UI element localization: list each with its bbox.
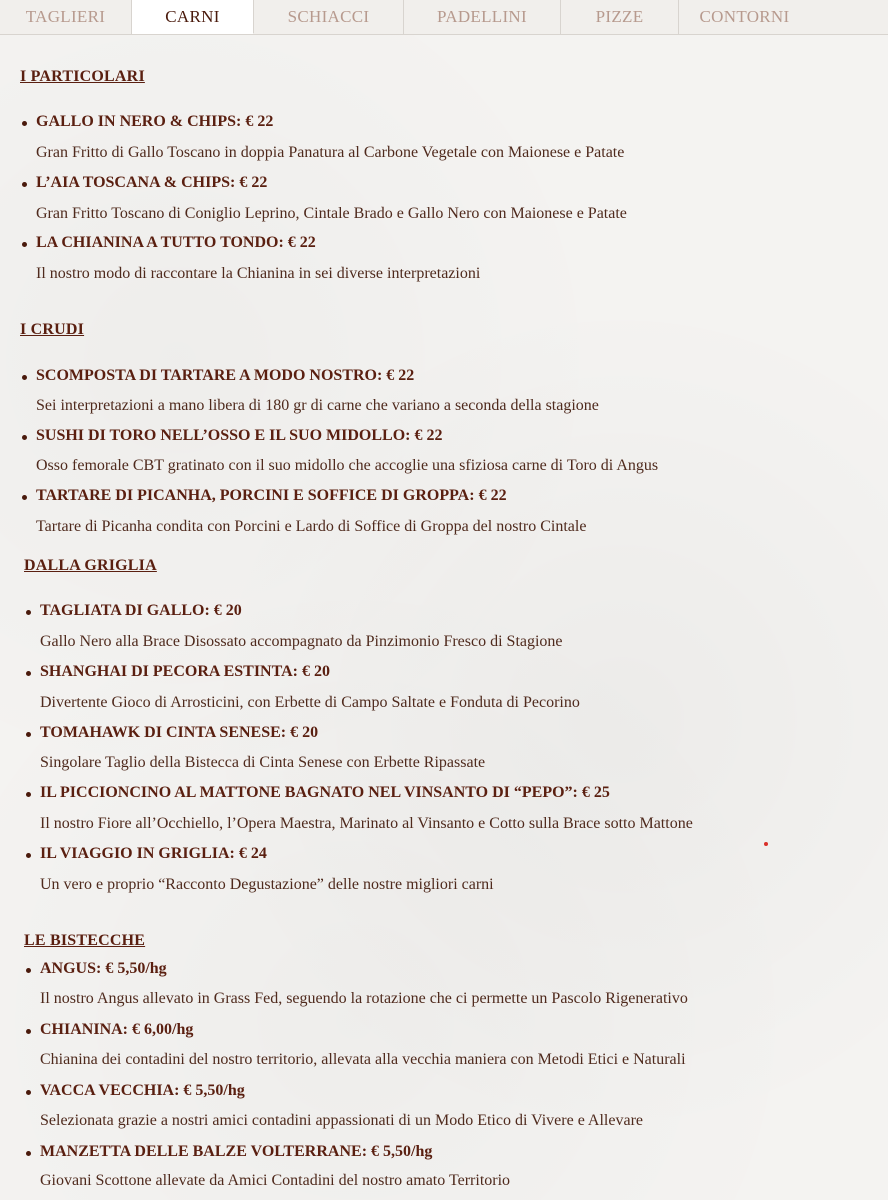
bullet-icon: [26, 671, 31, 676]
tab-carni[interactable]: CARNI: [132, 0, 254, 34]
tab-padellini[interactable]: PADELLINI: [404, 0, 561, 34]
tab-schiacci[interactable]: SCHIACCI: [254, 0, 404, 34]
red-dot-mark: [764, 842, 768, 846]
item-name: SHANGHAI DI PECORA ESTINTA: € 20: [40, 663, 330, 680]
item-name: GALLO IN NERO & CHIPS: € 22: [36, 113, 274, 130]
bullet-icon: [26, 1151, 31, 1156]
bullet-icon: [26, 1029, 31, 1034]
item-description: Divertente Gioco di Arrosticini, con Erbette di Campo Saltate e Fonduta di Pecorino: [40, 694, 580, 711]
item-name: TAGLIATA DI GALLO: € 20: [40, 602, 242, 619]
bullet-icon: [22, 495, 27, 500]
item-name: SUSHI DI TORO NELL’OSSO E IL SUO MIDOLLO: € 22: [36, 427, 443, 444]
section-title: I CRUDI: [20, 321, 85, 338]
section-title: DALLA GRIGLIA: [24, 557, 157, 574]
item-name: ANGUS: € 5,50/hg: [40, 960, 167, 977]
item-name: IL VIAGGIO IN GRIGLIA: € 24: [40, 845, 267, 862]
item-description: Sei interpretazioni a mano libera di 180 gr di carne che variano a seconda della stagione: [36, 397, 599, 414]
item-name: TOMAHAWK DI CINTA SENESE: € 20: [40, 724, 319, 741]
item-description: Il nostro Fiore all’Occhiello, l’Opera Maestra, Marinato al Vinsanto e Cotto sulla Brace sotto Mattone: [40, 815, 693, 832]
item-name: LA CHIANINA A TUTTO TONDO: € 22: [36, 234, 316, 251]
item-description: Il nostro modo di raccontare la Chianina in sei diverse interpretazioni: [36, 265, 481, 282]
item-description: Gran Fritto di Gallo Toscano in doppia Panatura al Carbone Vegetale con Maionese e Patate: [36, 144, 625, 161]
item-description: Un vero e proprio “Racconto Degustazione” delle nostre migliori carni: [40, 876, 494, 893]
tab-contorni[interactable]: CONTORNI: [699, 7, 790, 26]
item-description: Chianina dei contadini del nostro territorio, allevata alla vecchia maniera con Metodi Etici e Naturali: [40, 1051, 686, 1068]
item-name: MANZETTA DELLE BALZE VOLTERRANE: € 5,50/hg: [40, 1143, 433, 1160]
bullet-icon: [26, 610, 31, 615]
bullet-icon: [26, 1090, 31, 1095]
section-title: I PARTICOLARI: [20, 68, 145, 85]
bullet-icon: [26, 732, 31, 737]
bullet-icon: [22, 121, 27, 126]
item-name: L’AIA TOSCANA & CHIPS: € 22: [36, 174, 268, 191]
item-description: Gran Fritto Toscano di Coniglio Leprino, Cintale Brado e Gallo Nero con Maionese e Patate: [36, 205, 627, 222]
bullet-icon: [22, 242, 27, 247]
tab-taglieri[interactable]: TAGLIERI: [0, 0, 132, 34]
item-name: VACCA VECCHIA: € 5,50/hg: [40, 1082, 245, 1099]
bullet-icon: [26, 968, 31, 973]
item-description: Singolare Taglio della Bistecca di Cinta Senese con Erbette Ripassate: [40, 754, 486, 771]
item-description: Gallo Nero alla Brace Disossato accompagnato da Pinzimonio Fresco di Stagione: [40, 633, 563, 650]
item-description: Selezionata grazie a nostri amici contadini appassionati di un Modo Etico di Vivere e Allevare: [40, 1112, 643, 1129]
bullet-icon: [22, 375, 27, 380]
item-description: Il nostro Angus allevato in Grass Fed, seguendo la rotazione che ci permette un Pascolo Rigenerativo: [40, 990, 688, 1007]
item-name: TARTARE DI PICANHA, PORCINI E SOFFICE DI GROPPA: € 22: [36, 487, 507, 504]
item-name: SCOMPOSTA DI TARTARE A MODO NOSTRO: € 22: [36, 367, 415, 384]
item-description: Tartare di Picanha condita con Porcini e Lardo di Soffice di Groppa del nostro Cintale: [36, 518, 587, 535]
item-description: Giovani Scottone allevate da Amici Contadini del nostro amato Territorio: [40, 1172, 511, 1189]
bullet-icon: [22, 435, 27, 440]
item-name: IL PICCIONCINO AL MATTONE BAGNATO NEL VINSANTO DI “PEPO”: € 25: [40, 784, 610, 801]
tab-pizze[interactable]: PIZZE: [561, 0, 679, 34]
section-title: LE BISTECCHE: [24, 932, 146, 949]
item-description: Osso femorale CBT gratinato con il suo midollo che accoglie una sfiziosa carne di Toro di Angus: [36, 457, 659, 474]
bullet-icon: [22, 182, 27, 187]
category-tabs: [0, 0, 888, 35]
bullet-icon: [26, 792, 31, 797]
bullet-icon: [26, 853, 31, 858]
item-name: CHIANINA: € 6,00/hg: [40, 1021, 194, 1038]
